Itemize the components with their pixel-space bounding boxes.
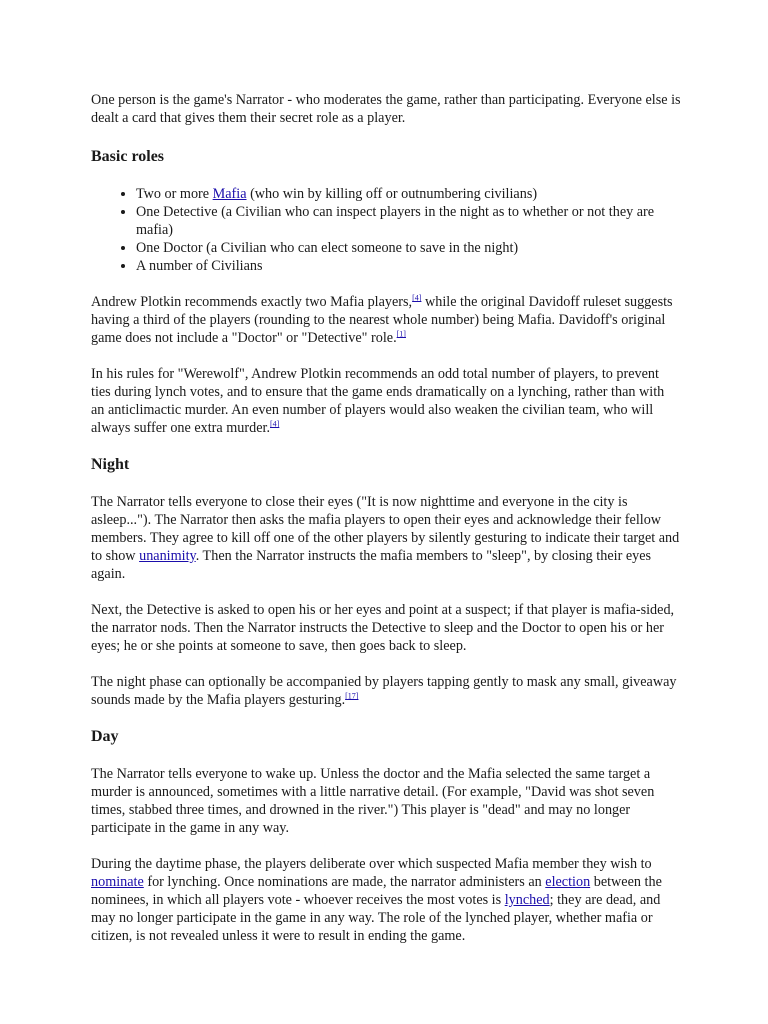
citation-4[interactable]: [4] bbox=[412, 293, 422, 303]
link-unanimity[interactable]: unanimity bbox=[139, 548, 196, 564]
list-item-text: (who win by killing off or outnumbering civilians) bbox=[246, 186, 538, 202]
citation-4[interactable]: [4] bbox=[270, 419, 280, 429]
article-body bbox=[91, 91, 681, 945]
list-item-text: Two or more bbox=[136, 186, 213, 202]
list-item: • One Detective (a Civilian who can inspect players in the night as to whether or not they are mafia) bbox=[136, 203, 681, 239]
link-lynched[interactable]: lynched bbox=[504, 892, 550, 908]
heading-day: Day bbox=[91, 728, 119, 745]
night-paragraph-1: The Narrator tells everyone to close their eyes ("It is now nighttime and everyone in the city is asleep..."). The Narrator then asks the mafia players to open their eyes and acknowledge their fellow members. They agree to kill off one of the other players by silently gesturing to indicate their target and to show unanimity. Then the Narrator instructs the mafia members to "sleep", by closing their eyes again. bbox=[91, 494, 680, 582]
roles-list bbox=[91, 185, 681, 275]
list-item: • One Doctor (a Civilian who can elect someone to save in the night) bbox=[136, 239, 681, 257]
day-paragraph-2: During the daytime phase, the players deliberate over which suspected Mafia member they wish to nominate for lynching. Once nominations are made, the narrator administers an election between the nominees, in which all players vote - whoever receives the most votes is lynched; they are dead, and may no longer participate in the game in any way. The role of the lynched player, whether mafia or citizen, is not revealed unless it were to result in ending the game. bbox=[91, 856, 662, 944]
link-election[interactable]: election bbox=[545, 874, 591, 890]
list-item: • A number of Civilians bbox=[136, 257, 681, 275]
day-paragraph-1: The Narrator tells everyone to wake up. Unless the doctor and the Mafia selected the same target a murder is announced, sometimes with a little narrative detail. (For example, "David was shot seven times, stabbed three times, and drowned in the river.") This player is "dead" and may no longer participate in the game in any way. bbox=[91, 766, 655, 836]
list-item bbox=[136, 185, 681, 203]
heading-night: Night bbox=[91, 456, 130, 473]
intro-paragraph: One person is the game's Narrator - who moderates the game, rather than participating. Everyone else is dealt a card that gives them their secret role as a player. bbox=[91, 92, 681, 126]
citation-1[interactable]: [1] bbox=[396, 329, 406, 339]
plotkin-paragraph: Andrew Plotkin recommends exactly two Mafia players,[4] while the original Davidoff ruleset suggests having a third of the players (rounding to the nearest whole number) being Mafia. Davidoff's original game does not include a "Doctor" or "Detective" role.[1] bbox=[91, 293, 673, 346]
night-paragraph-3: The night phase can optionally be accompanied by players tapping gently to mask any small, giveaway sounds made by the Mafia players gesturing.[17] bbox=[91, 674, 677, 708]
heading-basic-roles: Basic roles bbox=[91, 148, 165, 165]
link-mafia[interactable]: Mafia bbox=[212, 186, 247, 202]
citation-17[interactable]: [17] bbox=[345, 691, 359, 701]
night-paragraph-2: Next, the Detective is asked to open his or her eyes and point at a suspect; if that player is mafia-sided, the narrator nods. Then the Narrator instructs the Detective to sleep and the Doctor to open his or her eyes; he or she points at someone to save, then goes back to sleep. bbox=[91, 602, 675, 654]
werewolf-paragraph: In his rules for "Werewolf", Andrew Plotkin recommends an odd total number of players, to prevent ties during lynch votes, and to ensure that the game ends dramatically on a lynching, rather than with an anticlimactic murder. An even number of players would also weaken the civilian team, who will always suffer one extra murder.[4] bbox=[91, 366, 665, 436]
link-nominate[interactable]: nominate bbox=[91, 874, 144, 890]
